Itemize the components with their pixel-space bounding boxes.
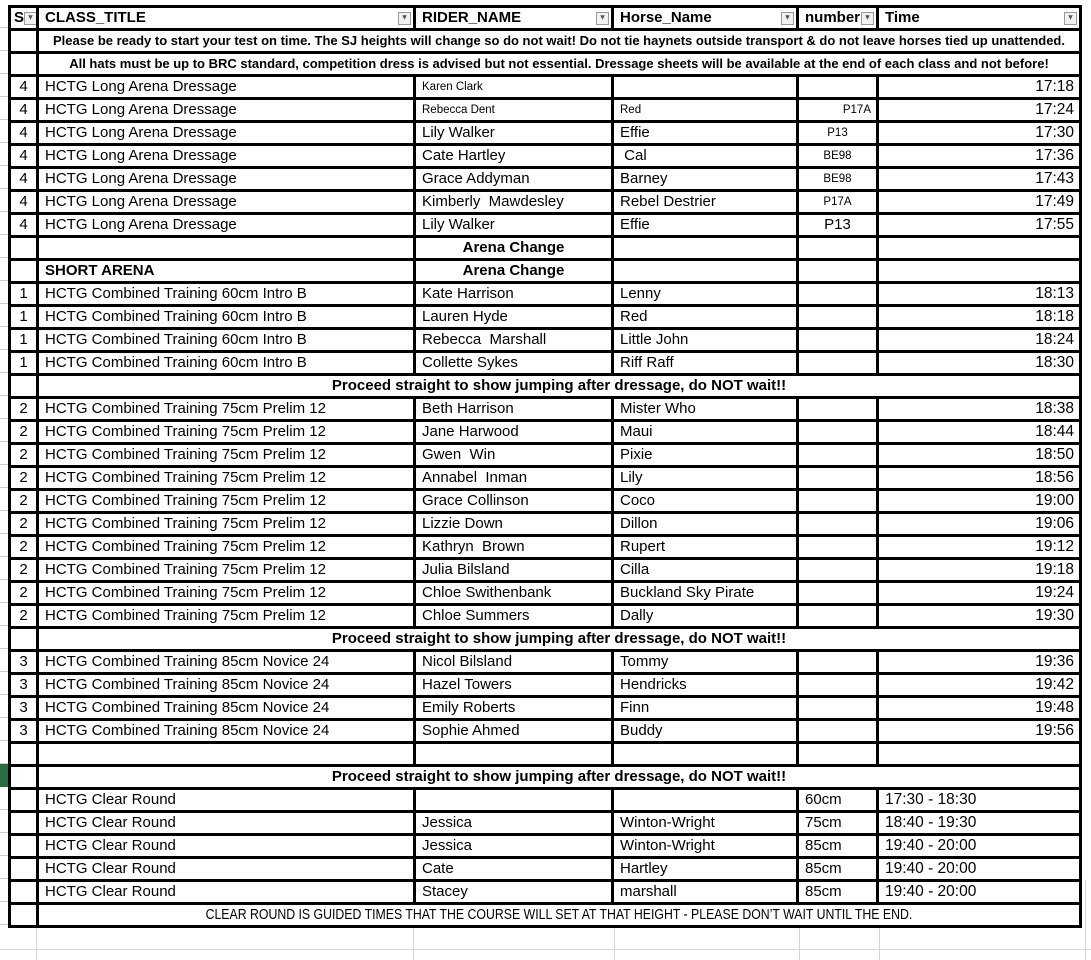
- filter-dropdown-icon: ▾: [1068, 12, 1073, 22]
- cell-number[interactable]: [799, 445, 879, 468]
- cell-horse-name[interactable]: Lenny: [614, 284, 799, 307]
- cell-number[interactable]: [799, 606, 879, 629]
- cell-s[interactable]: 3: [11, 698, 39, 721]
- filter-dropdown-icon: ▾: [402, 12, 407, 22]
- cell-rider-name[interactable]: Rebecca Dent: [416, 100, 614, 123]
- cell-class-title[interactable]: HCTG Long Arena Dressage: [39, 215, 416, 238]
- cell-horse-name[interactable]: Winton-Wright: [614, 836, 799, 859]
- banner-cell[interactable]: Proceed straight to show jumping after dressage, do NOT wait!!: [39, 629, 1082, 652]
- cell-time[interactable]: 19:56: [879, 721, 1082, 744]
- cell-horse-name[interactable]: [614, 261, 799, 284]
- cell-s[interactable]: 2: [11, 445, 39, 468]
- column-header-label: number: [805, 9, 861, 26]
- filter-dropdown-icon: ▾: [785, 12, 790, 22]
- cell-number[interactable]: [799, 744, 879, 767]
- filter-dropdown-button[interactable]: [781, 12, 794, 25]
- cell-class-title[interactable]: HCTG Combined Training 75cm Prelim 12: [39, 468, 416, 491]
- cell-horse-name[interactable]: [614, 77, 799, 100]
- cell-time[interactable]: 18:18: [879, 307, 1082, 330]
- cell-class-title[interactable]: HCTG Clear Round: [39, 836, 416, 859]
- cell-s[interactable]: 2: [11, 514, 39, 537]
- cell-s[interactable]: 1: [11, 353, 39, 376]
- cell-class-title[interactable]: HCTG Long Arena Dressage: [39, 146, 416, 169]
- cell-s[interactable]: 2: [11, 422, 39, 445]
- cell-time[interactable]: 18:13: [879, 284, 1082, 307]
- cell-time[interactable]: 19:40 - 20:00: [879, 882, 1082, 905]
- cell-number[interactable]: BE98: [799, 146, 879, 169]
- cell-time[interactable]: 19:40 - 20:00: [879, 859, 1082, 882]
- cell-number[interactable]: 75cm: [799, 813, 879, 836]
- banner-cell[interactable]: Proceed straight to show jumping after dressage, do NOT wait!!: [39, 376, 1082, 399]
- cell-time[interactable]: 17:43: [879, 169, 1082, 192]
- column-header-s[interactable]: [11, 8, 39, 31]
- cell-time[interactable]: 19:00: [879, 491, 1082, 514]
- cell-horse-name[interactable]: Buckland Sky Pirate: [614, 583, 799, 606]
- cell-s[interactable]: [11, 813, 39, 836]
- cell-number[interactable]: [799, 468, 879, 491]
- cell-rider-name[interactable]: Beth Harrison: [416, 399, 614, 422]
- left-column-gridlines: [0, 5, 8, 926]
- cell-number[interactable]: [799, 491, 879, 514]
- cell-s[interactable]: 2: [11, 560, 39, 583]
- cell-class-title[interactable]: HCTG Combined Training 85cm Novice 24: [39, 721, 416, 744]
- cell-number[interactable]: P13: [799, 215, 879, 238]
- cell-horse-name[interactable]: Coco: [614, 491, 799, 514]
- cell-time[interactable]: 19:42: [879, 675, 1082, 698]
- cell-time[interactable]: 17:24: [879, 100, 1082, 123]
- filter-dropdown-icon: ▾: [865, 12, 870, 22]
- gridline: [614, 928, 615, 960]
- cell-class-title[interactable]: HCTG Long Arena Dressage: [39, 100, 416, 123]
- notice-cell[interactable]: All hats must be up to BRC standard, competition dress is advised but not essential. Dressage sheets will be available at the end of each class and not before!: [39, 54, 1082, 77]
- cell-horse-name[interactable]: Dillon: [614, 514, 799, 537]
- cell-class-title[interactable]: HCTG Long Arena Dressage: [39, 77, 416, 100]
- cell-number[interactable]: [799, 698, 879, 721]
- cell-time[interactable]: 18:38: [879, 399, 1082, 422]
- cell-class-title[interactable]: HCTG Clear Round: [39, 790, 416, 813]
- cell-class-title[interactable]: HCTG Combined Training 75cm Prelim 12: [39, 560, 416, 583]
- cell-horse-name[interactable]: [614, 790, 799, 813]
- cell-s[interactable]: 2: [11, 583, 39, 606]
- cell-class-title[interactable]: HCTG Clear Round: [39, 859, 416, 882]
- gridline: [413, 928, 414, 960]
- cell-s[interactable]: [11, 238, 39, 261]
- cell-s[interactable]: 2: [11, 537, 39, 560]
- cell-rider-name[interactable]: Lily Walker: [416, 123, 614, 146]
- cell-s[interactable]: [11, 31, 39, 54]
- notice-cell[interactable]: Please be ready to start your test on time. The SJ heights will change so do not wait! Do not tie haynets outside transport & do not leave horses tied up unattended.: [39, 31, 1082, 54]
- cell-class-title[interactable]: HCTG Combined Training 75cm Prelim 12: [39, 422, 416, 445]
- cell-rider-name[interactable]: Julia Bilsland: [416, 560, 614, 583]
- cell-time[interactable]: 19:40 - 20:00: [879, 836, 1082, 859]
- cell-rider-name[interactable]: [416, 790, 614, 813]
- cell-s[interactable]: 3: [11, 652, 39, 675]
- banner-cell[interactable]: Proceed straight to show jumping after dressage, do NOT wait!!: [39, 767, 1082, 790]
- cell-s[interactable]: 1: [11, 330, 39, 353]
- cell-horse-name[interactable]: Red: [614, 307, 799, 330]
- cell-time[interactable]: [879, 744, 1082, 767]
- cell-horse-name[interactable]: [614, 238, 799, 261]
- cell-number[interactable]: [799, 399, 879, 422]
- cell-class-title[interactable]: HCTG Combined Training 75cm Prelim 12: [39, 583, 416, 606]
- cell-rider-name[interactable]: Kate Harrison: [416, 284, 614, 307]
- cell-class-title[interactable]: HCTG Combined Training 75cm Prelim 12: [39, 399, 416, 422]
- column-header-horse_name[interactable]: [614, 8, 799, 31]
- cell-number[interactable]: 60cm: [799, 790, 879, 813]
- cell-class-title[interactable]: HCTG Combined Training 85cm Novice 24: [39, 698, 416, 721]
- cell-rider-name[interactable]: Annabel Inman: [416, 468, 614, 491]
- cell-time[interactable]: 18:50: [879, 445, 1082, 468]
- cell-number[interactable]: [799, 422, 879, 445]
- cell-class-title[interactable]: [39, 238, 416, 261]
- cell-time[interactable]: 19:30: [879, 606, 1082, 629]
- cell-time[interactable]: 19:24: [879, 583, 1082, 606]
- column-header-label: CLASS_TITLE: [45, 9, 146, 26]
- cell-rider-name[interactable]: Jessica: [416, 813, 614, 836]
- cell-time[interactable]: [879, 261, 1082, 284]
- cell-class-title[interactable]: HCTG Combined Training 60cm Intro B: [39, 330, 416, 353]
- cell-class-title[interactable]: SHORT ARENA: [39, 261, 416, 284]
- cell-number[interactable]: [799, 537, 879, 560]
- cell-s[interactable]: 4: [11, 123, 39, 146]
- cell-time[interactable]: 17:55: [879, 215, 1082, 238]
- cell-rider-name[interactable]: Kimberly Mawdesley: [416, 192, 614, 215]
- cell-rider-name[interactable]: Gwen Win: [416, 445, 614, 468]
- cell-s[interactable]: [11, 859, 39, 882]
- column-header-number[interactable]: [799, 8, 879, 31]
- cell-rider-name[interactable]: Kathryn Brown: [416, 537, 614, 560]
- cell-class-title[interactable]: HCTG Combined Training 75cm Prelim 12: [39, 514, 416, 537]
- cell-time[interactable]: 19:06: [879, 514, 1082, 537]
- cell-s[interactable]: 4: [11, 192, 39, 215]
- cell-rider-name[interactable]: Lily Walker: [416, 215, 614, 238]
- gridline: [1085, 928, 1086, 960]
- cell-number[interactable]: 85cm: [799, 859, 879, 882]
- cell-rider-name[interactable]: Hazel Towers: [416, 675, 614, 698]
- cell-s[interactable]: 4: [11, 215, 39, 238]
- cell-rider-name[interactable]: Chloe Swithenbank: [416, 583, 614, 606]
- cell-horse-name[interactable]: marshall: [614, 882, 799, 905]
- gridline: [0, 949, 1091, 950]
- cell-class-title[interactable]: HCTG Combined Training 60cm Intro B: [39, 307, 416, 330]
- cell-class-title[interactable]: HCTG Combined Training 60cm Intro B: [39, 284, 416, 307]
- cell-horse-name[interactable]: Cilla: [614, 560, 799, 583]
- cell-horse-name[interactable]: Winton-Wright: [614, 813, 799, 836]
- cell-s[interactable]: 2: [11, 399, 39, 422]
- cell-number[interactable]: P17A: [799, 100, 879, 123]
- cell-number[interactable]: [799, 238, 879, 261]
- cell-number[interactable]: [799, 307, 879, 330]
- cell-class-title[interactable]: HCTG Long Arena Dressage: [39, 192, 416, 215]
- cell-class-title[interactable]: HCTG Combined Training 75cm Prelim 12: [39, 606, 416, 629]
- cell-rider-name[interactable]: Lizzie Down: [416, 514, 614, 537]
- footer-note-text: CLEAR ROUND IS GUIDED TIMES THAT THE COURSE WILL SET AT THAT HEIGHT - PLEASE DON’T WAIT UNTIL THE END.: [205, 906, 913, 923]
- cell-time[interactable]: 19:12: [879, 537, 1082, 560]
- cell-horse-name[interactable]: Finn: [614, 698, 799, 721]
- cell-rider-name[interactable]: Collette Sykes: [416, 353, 614, 376]
- cell-horse-name[interactable]: Hendricks: [614, 675, 799, 698]
- gridline: [36, 928, 37, 960]
- cell-class-title[interactable]: HCTG Combined Training 85cm Novice 24: [39, 675, 416, 698]
- cell-s[interactable]: 4: [11, 77, 39, 100]
- cell-horse-name[interactable]: Buddy: [614, 721, 799, 744]
- cell-s[interactable]: [11, 767, 39, 790]
- cell-rider-name[interactable]: Grace Addyman: [416, 169, 614, 192]
- cell-class-title[interactable]: HCTG Clear Round: [39, 813, 416, 836]
- cell-rider-name[interactable]: [416, 744, 614, 767]
- cell-number[interactable]: [799, 514, 879, 537]
- cell-number[interactable]: P13: [799, 123, 879, 146]
- cell-horse-name[interactable]: Rebel Destrier: [614, 192, 799, 215]
- cell-class-title[interactable]: HCTG Combined Training 85cm Novice 24: [39, 652, 416, 675]
- cell-rider-name[interactable]: Stacey: [416, 882, 614, 905]
- cell-horse-name[interactable]: Rupert: [614, 537, 799, 560]
- cell-horse-name[interactable]: Red: [614, 100, 799, 123]
- cell-class-title[interactable]: HCTG Clear Round: [39, 882, 416, 905]
- cell-s[interactable]: 4: [11, 146, 39, 169]
- cell-rider-name[interactable]: Jessica: [416, 836, 614, 859]
- filter-dropdown-icon: ▾: [600, 12, 605, 22]
- cell-s[interactable]: 3: [11, 675, 39, 698]
- gridline: [879, 928, 880, 960]
- cell-s[interactable]: 3: [11, 721, 39, 744]
- cell-s[interactable]: 2: [11, 491, 39, 514]
- schedule-table: [8, 5, 1082, 928]
- cell-number[interactable]: P17A: [799, 192, 879, 215]
- cell-horse-name[interactable]: Maui: [614, 422, 799, 445]
- cell-time[interactable]: 19:48: [879, 698, 1082, 721]
- cell-time[interactable]: [879, 238, 1082, 261]
- cell-number[interactable]: 85cm: [799, 836, 879, 859]
- cell-horse-name[interactable]: Little John: [614, 330, 799, 353]
- cell-horse-name[interactable]: Pixie: [614, 445, 799, 468]
- cell-rider-name[interactable]: Chloe Summers: [416, 606, 614, 629]
- column-header-rider_name[interactable]: [416, 8, 614, 31]
- gridline: [1085, 880, 1086, 928]
- cell-s[interactable]: 4: [11, 169, 39, 192]
- cell-horse-name[interactable]: Mister Who: [614, 399, 799, 422]
- cell-s[interactable]: [11, 790, 39, 813]
- cell-number[interactable]: [799, 721, 879, 744]
- cell-horse-name[interactable]: Cal: [614, 146, 799, 169]
- filter-dropdown-button[interactable]: [24, 12, 37, 25]
- cell-s[interactable]: 1: [11, 307, 39, 330]
- cell-s[interactable]: 4: [11, 100, 39, 123]
- cell-s[interactable]: [11, 54, 39, 77]
- cell-time[interactable]: 17:30: [879, 123, 1082, 146]
- cell-horse-name[interactable]: Riff Raff: [614, 353, 799, 376]
- cell-time[interactable]: 18:40 - 19:30: [879, 813, 1082, 836]
- column-header-label: Horse_Name: [620, 9, 712, 26]
- cell-rider-name[interactable]: Sophie Ahmed: [416, 721, 614, 744]
- cell-rider-name[interactable]: Lauren Hyde: [416, 307, 614, 330]
- cell-s[interactable]: [11, 376, 39, 399]
- cell-horse-name[interactable]: Barney: [614, 169, 799, 192]
- cell-number[interactable]: [799, 583, 879, 606]
- cell-rider-name[interactable]: Arena Change: [416, 238, 614, 261]
- cell-number[interactable]: [799, 284, 879, 307]
- cell-number[interactable]: BE98: [799, 169, 879, 192]
- cell-rider-name[interactable]: Emily Roberts: [416, 698, 614, 721]
- cell-s[interactable]: [11, 836, 39, 859]
- cell-rider-name[interactable]: Grace Collinson: [416, 491, 614, 514]
- cell-s[interactable]: 1: [11, 284, 39, 307]
- cell-horse-name[interactable]: Dally: [614, 606, 799, 629]
- cell-rider-name[interactable]: Rebecca Marshall: [416, 330, 614, 353]
- cell-time[interactable]: 17:49: [879, 192, 1082, 215]
- cell-s[interactable]: [11, 629, 39, 652]
- filter-dropdown-button[interactable]: [861, 12, 874, 25]
- cell-number[interactable]: 85cm: [799, 882, 879, 905]
- cell-class-title[interactable]: HCTG Combined Training 75cm Prelim 12: [39, 491, 416, 514]
- cell-s[interactable]: [11, 261, 39, 284]
- cell-rider-name[interactable]: Cate Hartley: [416, 146, 614, 169]
- filter-dropdown-icon: ▾: [28, 12, 33, 22]
- cell-s[interactable]: [11, 882, 39, 905]
- cell-time[interactable]: 17:36: [879, 146, 1082, 169]
- cell-s[interactable]: [11, 905, 39, 928]
- column-header-label: RIDER_NAME: [422, 9, 522, 26]
- cell-time[interactable]: 17:30 - 18:30: [879, 790, 1082, 813]
- cell-number[interactable]: [799, 330, 879, 353]
- cell-rider-name[interactable]: Nicol Bilsland: [416, 652, 614, 675]
- cell-s[interactable]: [11, 744, 39, 767]
- cell-time[interactable]: 18:24: [879, 330, 1082, 353]
- cell-class-title[interactable]: HCTG Long Arena Dressage: [39, 169, 416, 192]
- column-header-label: S: [14, 9, 25, 26]
- cell-time[interactable]: 18:44: [879, 422, 1082, 445]
- filter-dropdown-button[interactable]: [596, 12, 609, 25]
- cell-class-title[interactable]: HCTG Combined Training 75cm Prelim 12: [39, 445, 416, 468]
- cell-rider-name[interactable]: Arena Change: [416, 261, 614, 284]
- cell-horse-name[interactable]: Hartley: [614, 859, 799, 882]
- cell-time[interactable]: 18:30: [879, 353, 1082, 376]
- cell-horse-name[interactable]: Effie: [614, 215, 799, 238]
- cell-horse-name[interactable]: [614, 744, 799, 767]
- cell-time[interactable]: 19:18: [879, 560, 1082, 583]
- cell-time[interactable]: 18:56: [879, 468, 1082, 491]
- gridline: [799, 928, 800, 960]
- cell-horse-name[interactable]: Tommy: [614, 652, 799, 675]
- green-marker-cell: [0, 764, 8, 787]
- cell-s[interactable]: 2: [11, 606, 39, 629]
- column-header-time[interactable]: [879, 8, 1082, 31]
- cell-class-title[interactable]: HCTG Combined Training 60cm Intro B: [39, 353, 416, 376]
- cell-number[interactable]: [799, 560, 879, 583]
- cell-rider-name[interactable]: Cate: [416, 859, 614, 882]
- cell-number[interactable]: [799, 675, 879, 698]
- filter-dropdown-button[interactable]: [398, 12, 411, 25]
- cell-rider-name[interactable]: Jane Harwood: [416, 422, 614, 445]
- cell-number[interactable]: [799, 261, 879, 284]
- column-header-label: Time: [885, 9, 920, 26]
- cell-class-title[interactable]: HCTG Combined Training 75cm Prelim 12: [39, 537, 416, 560]
- column-header-class_title[interactable]: [39, 8, 416, 31]
- cell-number[interactable]: [799, 353, 879, 376]
- cell-rider-name[interactable]: Karen Clark: [416, 77, 614, 100]
- filter-dropdown-button[interactable]: [1064, 12, 1077, 25]
- cell-horse-name[interactable]: Effie: [614, 123, 799, 146]
- footer-note-cell[interactable]: [39, 905, 1082, 928]
- cell-number[interactable]: [799, 77, 879, 100]
- cell-class-title[interactable]: HCTG Long Arena Dressage: [39, 123, 416, 146]
- cell-time[interactable]: 19:36: [879, 652, 1082, 675]
- cell-time[interactable]: 17:18: [879, 77, 1082, 100]
- cell-number[interactable]: [799, 652, 879, 675]
- cell-class-title[interactable]: [39, 744, 416, 767]
- cell-s[interactable]: 2: [11, 468, 39, 491]
- cell-horse-name[interactable]: Lily: [614, 468, 799, 491]
